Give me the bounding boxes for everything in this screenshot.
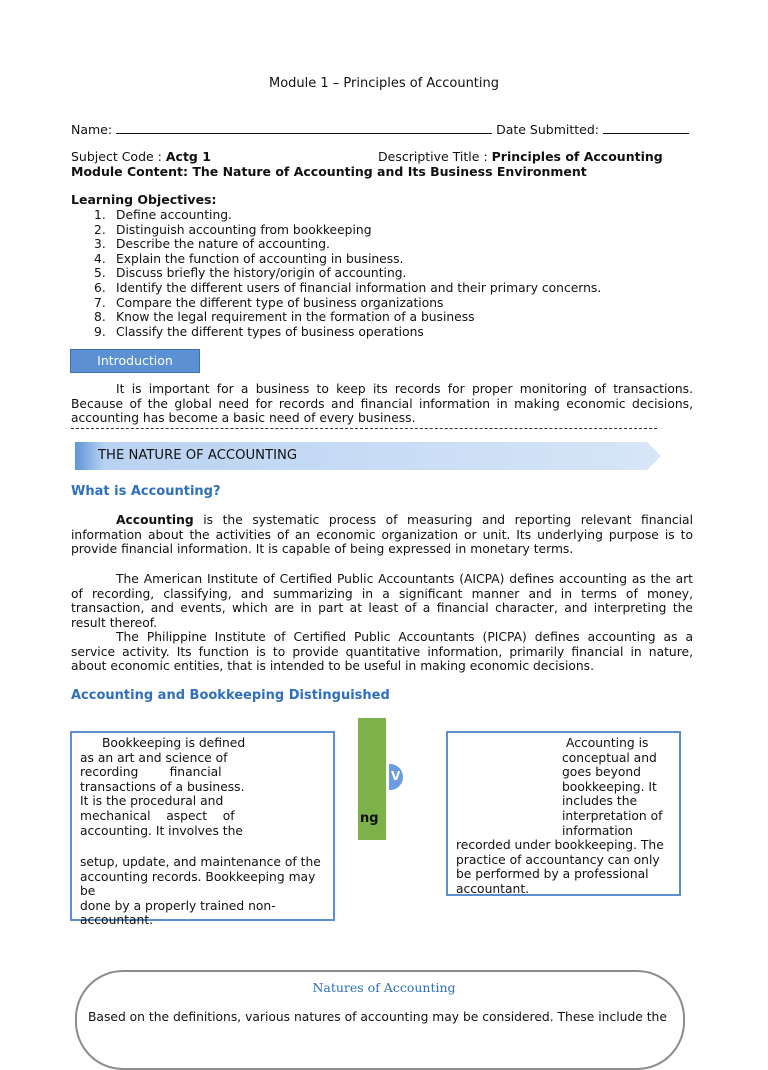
descriptive-title-value: Principles of Accounting [491, 149, 663, 164]
list-item: 2. Distinguish accounting from bookkeeping [94, 222, 372, 237]
circle-letter: V [391, 769, 401, 783]
descriptive-title [378, 149, 663, 164]
accounting-box [446, 731, 681, 896]
subject-code [71, 149, 211, 164]
subject-code-label: Subject Code : [71, 149, 162, 164]
section-divider [71, 428, 657, 429]
list-item: 8. Know the legal requirement in the formation of a business [94, 310, 475, 325]
introduction-tab: Introduction [70, 349, 200, 373]
bookkeeping-text-top: Bookkeeping is defined as an art and science of recording financial transactions of a business. It is the procedural and mechanical aspect of accounting. It involves the [80, 736, 246, 838]
bookkeeping-text-bottom: setup, update, and maintenance of the accounting records. Bookkeeping may be done by a properly trained non- accountant. [80, 855, 321, 928]
name-date-line [71, 121, 689, 137]
list-item: 9. Classify the different types of business operations [94, 324, 424, 339]
subject-code-value: Actg 1 [165, 149, 211, 164]
accounting-text-bottom: recorded under bookkeeping. The practice of accountancy can only be performed by a professional accountant. [456, 838, 664, 896]
natures-of-accounting-title: Natures of Accounting [312, 980, 456, 995]
accounting-definition-text: is the systematic process of measuring and reporting relevant financial information about the activities of an economic organization or unit. Its underlying purpose is to provide financial information. It is capable of being expressed in monetary terms. [71, 513, 693, 557]
bookkeeping-box [70, 731, 335, 928]
accounting-term: Accounting [116, 513, 194, 527]
list-item: 6. Identify the different users of financial information and their primary concerns. [94, 280, 602, 295]
accounting-text-top: Accounting is conceptual and goes beyond bookkeeping. It includes the interpretation of information [562, 736, 663, 838]
module-content: Module Content: The Nature of Accounting and Its Business Environment [71, 164, 587, 179]
natures-of-accounting-text: Based on the definitions, various natures of accounting may be considered. These include the [88, 1010, 667, 1024]
module-title: Module 1 – Principles of Accounting [268, 76, 500, 91]
list-item: 7. Compare the different type of business organizations [94, 295, 444, 310]
learning-objectives-list [94, 208, 601, 339]
graphic-text-fragment: ng [360, 811, 379, 826]
name-field[interactable] [116, 121, 492, 134]
date-submitted-label: Date Submitted: [496, 122, 599, 137]
distinguished-heading: Accounting and Bookkeeping Distinguished [71, 688, 390, 703]
name-label: Name: [71, 122, 113, 137]
learning-objectives-heading: Learning Objectives: [71, 192, 217, 207]
introduction-paragraph: It is important for a business to keep its records for proper monitoring of transactions. Because of the global need for records and financial information in making economic decisions, accounting has become a basic need of every business. [71, 382, 693, 426]
what-is-accounting-heading: What is Accounting? [71, 484, 221, 499]
list-item: 3. Describe the nature of accounting. [94, 237, 330, 252]
date-submitted-field[interactable] [603, 121, 689, 134]
aicpa-paragraph: The American Institute of Certified Public Accountants (AICPA) defines accounting as the art of recording, classifying, and summarizing in a significant manner and in terms of money, transaction, and events, which are in part at least of a financial character, and interpreting the result thereof. [71, 572, 693, 630]
descriptive-title-label: Descriptive Title : [378, 149, 488, 164]
list-item: 4. Explain the function of accounting in business. [94, 251, 404, 266]
list-item: 5. Discuss briefly the history/origin of accounting. [94, 266, 407, 281]
list-item: 1. Define accounting. [94, 208, 232, 222]
section-banner-title: THE NATURE OF ACCOUNTING [98, 448, 298, 463]
blue-circle-graphic [389, 764, 403, 790]
picpa-paragraph: The Philippine Institute of Certified Public Accountants (PICPA) defines accounting as a service activity. Its function is to provide quantitative information, primarily financial in nature, about economic entities, that is intended to be useful in making economic decisions. [71, 630, 693, 674]
accounting-definition-paragraph [71, 513, 693, 557]
